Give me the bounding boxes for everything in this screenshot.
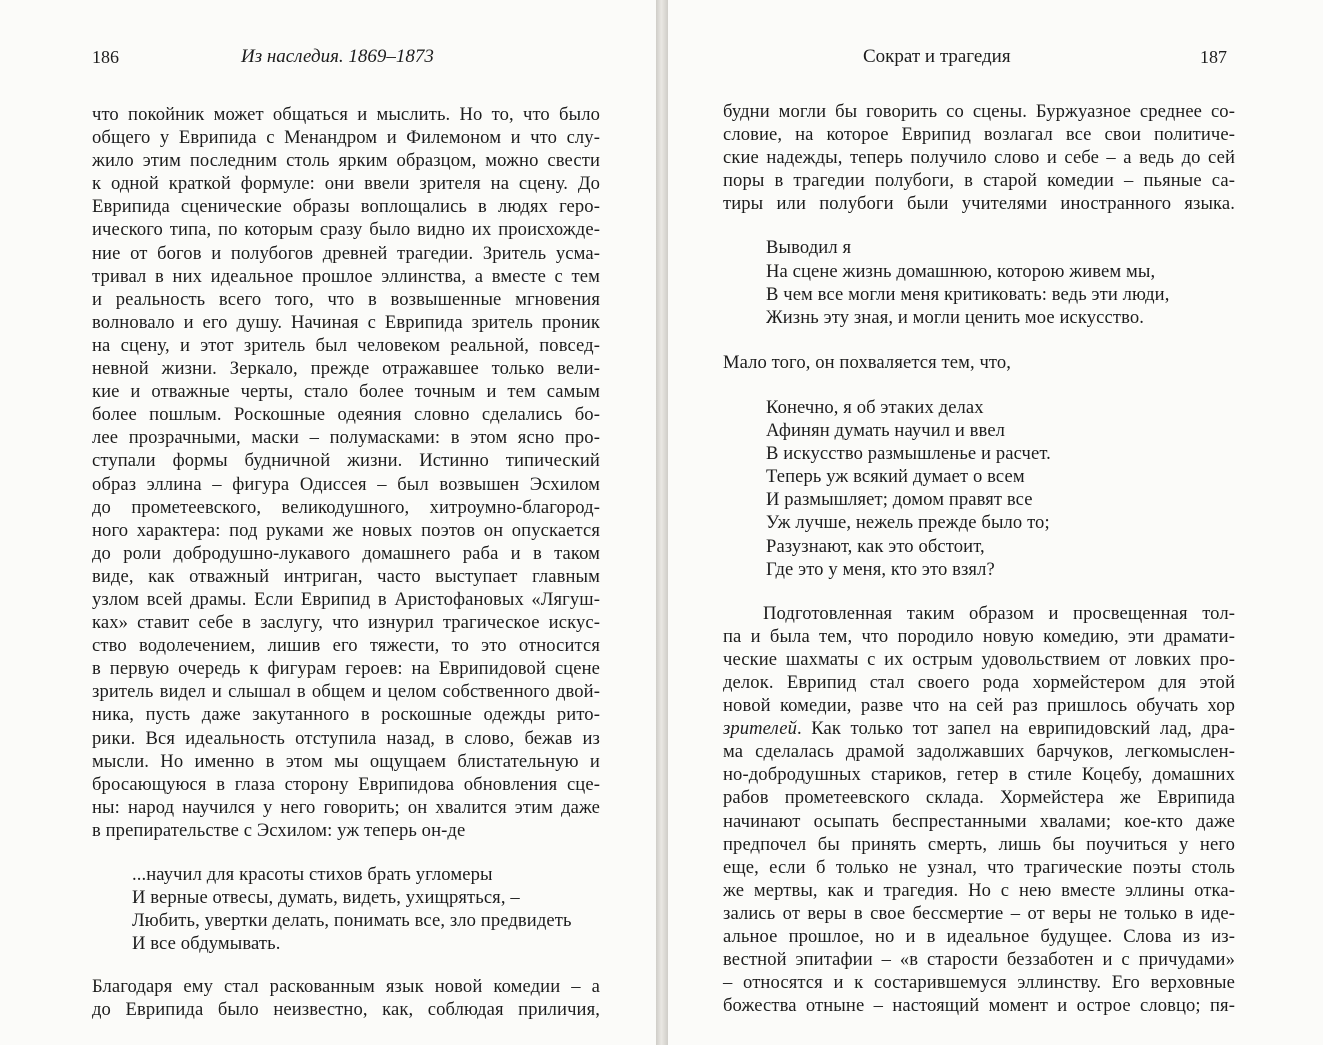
text-line: новой комедии, разве что на сей раз пришлось обучать хор <box>723 695 1235 717</box>
text-line: на сцену, и этот зритель был человеком реальной, повсед- <box>92 334 600 356</box>
text-line: ние от богов и полубогов древней трагедии. Зритель усма- <box>92 242 600 264</box>
text-line: кие и отважные черты, стало более точным и тем самым <box>92 381 600 403</box>
text-line: Благодаря ему стал раскованным язык новой комедии – а <box>92 976 600 998</box>
verse-line: Теперь уж всякий думает о всем <box>766 466 1025 488</box>
verse-line: Жизнь эту зная, и могли ценить мое искусство. <box>766 306 1145 328</box>
text-line: Еврипида сценические образы воплощались в людях геро- <box>92 196 600 218</box>
text-line: делок. Еврипид стал своего рода хормейстером для этой <box>723 671 1235 693</box>
running-title: Сократ и трагедия <box>863 46 1011 67</box>
verse-line: Афинян думать научил и ввел <box>766 420 1006 442</box>
text-fragment: . Как только тот запел на еврипидовский лад, дра- <box>797 718 1235 740</box>
text-line: невной жизни. Зеркало, прежде отражавшее только вели- <box>92 358 600 380</box>
text-line: виде, как отважный интриган, часто выступает главным <box>92 565 600 587</box>
paragraph <box>723 602 1235 1018</box>
text-line: па и была тем, что породило новую комедию, эти драмати- <box>723 625 1235 647</box>
text-line: волновало и его душу. Начиная с Еврипида зритель проник <box>92 311 600 333</box>
text-line: ческие шахматы с их острым удовольствием от ловких про- <box>723 648 1235 670</box>
paragraph <box>723 351 1235 374</box>
verse-line: На сцене жизнь домашнюю, которою живем мы, <box>766 260 1156 282</box>
text-line: ного характера: под руками же новых поэтов он опускается <box>92 519 600 541</box>
text-line: ника, пусть даже закутанного в роскошные одежды рито- <box>92 704 600 726</box>
text-line: жило этим последним столь ярким образцом, можно свести <box>92 150 600 172</box>
text-line: тривал в них идеальное прошлое эллинства, а вместе с тем <box>92 265 600 287</box>
text-line: божества отныне – настоящий момент и острое словцо; пя- <box>723 995 1235 1017</box>
verse-line: В чем все могли меня критиковать: ведь эти люди, <box>766 283 1170 305</box>
text-line: зритель видел и слышал в общем и целом собственного двой- <box>92 681 600 703</box>
text-line: но-добродушных стариков, гетер в стиле Коцебу, домашних <box>723 764 1235 786</box>
text-line: бросающуюся в глаза сторону Еврипидова обновления сце- <box>92 773 600 795</box>
text-line: словие, на которое Еврипид возлагал все свои политиче- <box>723 124 1235 146</box>
verse-line: Где это у меня, кто это взял? <box>766 558 995 580</box>
text-line: рики. Вся идеальность отступила назад, в слово, бежав из <box>92 727 600 749</box>
right-page-body <box>723 100 1235 1017</box>
paragraph <box>723 100 1235 215</box>
text-line: образ эллина – фигура Одиссея – был возвышен Эсхилом <box>92 473 600 495</box>
verse-line: Конечно, я об этаких делах <box>766 396 984 418</box>
text-line: Подготовленная таким образом и просвещенная тол- <box>763 602 1235 624</box>
verse-quote <box>723 236 1235 328</box>
text-line: до роли добродушно-лукавого домашнего раба и в таком <box>92 542 600 564</box>
text-line: же мертвы, как и трагедия. Но с нею вместе эллины отка- <box>723 879 1235 901</box>
verse-line: Выводил я <box>766 237 852 259</box>
text-line: альное прошлое, но и в идеальное будущее. Слова из из- <box>723 926 1235 947</box>
text-line: ские надежды, теперь получило слово и себе – а ведь до сей <box>723 147 1235 169</box>
text-line: лее прозрачными, маски – полумасками: в этом ясно про- <box>92 427 600 449</box>
text-line: и реальность всего того, что в возвышенные мгновения <box>92 288 600 310</box>
verse-quote <box>92 863 600 955</box>
verse-line: В искусство размышленье и расчет. <box>766 443 1051 465</box>
verse-quote <box>723 396 1235 581</box>
text-line: предпочел бы принять смерть, лишь бы поучиться у него <box>723 833 1235 855</box>
text-line: ство водолечением, лишив его тяжести, то это относится <box>92 635 600 657</box>
text-line: в первую очередь к фигурам героев: на Еврипидовой сцене <box>92 658 600 680</box>
left-page-body <box>92 103 600 1022</box>
text-line: Мало того, он похваляется тем, что, <box>723 351 1012 373</box>
text-line: в препирательстве с Эсхилом: уж теперь он-де <box>92 819 466 841</box>
text-line: ического типа, по которым сразу было видно их происхожде- <box>92 219 600 241</box>
text-line: что покойник может общаться и мыслить. Но то, что было <box>92 104 600 125</box>
text-line <box>723 717 1235 740</box>
text-line: до Еврипида было неизвестно, как, соблюдая приличия, <box>92 999 600 1021</box>
text-line: до прометеевского, великодушного, хитроумно-благород- <box>92 496 600 518</box>
text-line: поры в трагедии полубоги, в старой комедии – пьяные са- <box>723 170 1235 192</box>
text-line: – относятся и к состарившемуся эллинству. Его верховные <box>723 972 1235 994</box>
page-number: 186 <box>92 47 119 67</box>
text-line: мысли. Но именно в этом мы ощущаем блистательную и <box>92 750 600 772</box>
text-line: еще, если б только не узнал, что трагические поэты столь <box>723 856 1235 878</box>
verse-line: ...научил для красоты стихов брать угломеры <box>132 864 493 885</box>
verse-line: Любить, увертки делать, понимать все, зло предвидеть <box>132 910 572 932</box>
verse-line: Разузнают, как это обстоит, <box>766 535 985 557</box>
paragraph <box>92 975 600 1021</box>
text-line: более пошлым. Роскошные одеяния словно сделались бо- <box>92 404 600 426</box>
paragraph <box>92 103 600 842</box>
left-page <box>0 0 656 1045</box>
verse-line: И все обдумывать. <box>132 933 281 955</box>
text-line: тиры или полубоги были учителями иностранного языка. <box>723 193 1235 215</box>
text-line: рабов прометеевского склада. Хормейстера же Еврипида <box>723 787 1235 809</box>
page-number: 187 <box>1200 47 1227 67</box>
text-line: общего у Еврипида с Менандром и Филемоном и что слу- <box>92 127 600 149</box>
book-gutter <box>656 0 668 1045</box>
running-title: Из наследия. 1869–1873 <box>241 46 434 67</box>
text-line: вестной эпитафии – «в старости беззаботен и с причудами» <box>723 949 1235 971</box>
right-page <box>668 0 1323 1045</box>
text-line: к одной краткой формуле: они ввели зрителя на сцену. До <box>92 173 600 195</box>
verse-line: И размышляет; домом правят все <box>766 489 1033 511</box>
text-line: ны: народ научился у него говорить; он хвалится этим даже <box>92 796 600 818</box>
text-line: ма сделалась драмой задолжавших барчуков, легкомыслен- <box>723 741 1235 763</box>
verse-line: И верные отвесы, думать, видеть, ухищряться, – <box>132 887 520 909</box>
text-line: ступали формы будничной жизни. Истинно типический <box>92 450 600 472</box>
verse-line: Уж лучше, нежель прежде было то; <box>766 512 1050 534</box>
text-line: узлом всей драмы. Если Еврипид в Аристофановых «Лягуш- <box>92 588 600 610</box>
text-line: зались от веры в свое бессмертие – от веры не только в иде- <box>723 902 1235 924</box>
italic-word: зрителей <box>723 718 797 740</box>
text-line: будни могли бы говорить со сцены. Буржуазное среднее со- <box>723 101 1235 122</box>
text-line: ках» ставит себе в заслугу, что изнурил трагическое искус- <box>92 612 600 634</box>
text-line: начинают осыпать беспрестанными хвалами; кое-кто даже <box>723 810 1235 832</box>
